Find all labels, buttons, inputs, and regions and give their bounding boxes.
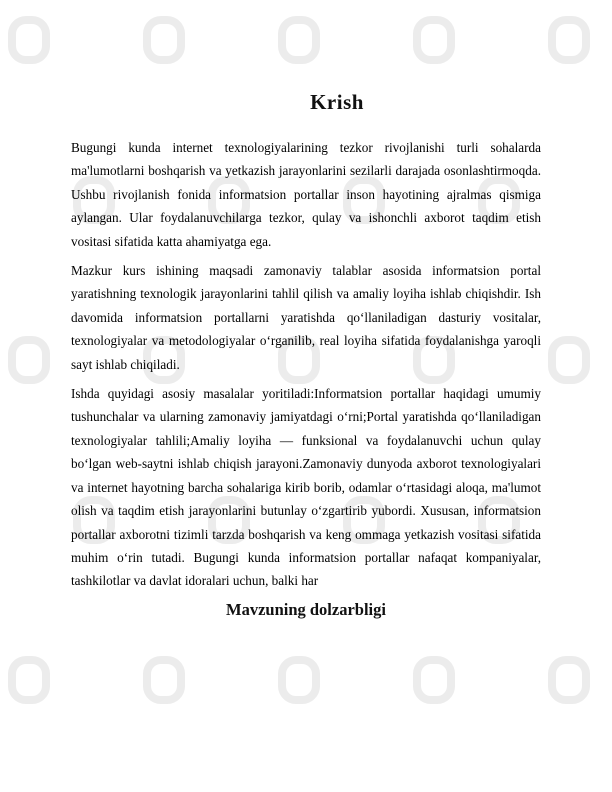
- paragraph-intro: Bugungi kunda internet texnologiyalarining tezkor rivojlanishi turli sohalarda ma'lumotlarni boshqarish va yetkazish jarayonlarini sezilarli darajada osonlashtirmoqda. Ushbu rivojlanish fonida informatsion portallar inson hayotining ajralmas qismiga aylangan. Ular foydalanuvchilarga tezkor, qulay va ishonchli axborot taqdim etish vositasi sifatida katta ahamiyatga ega.: [71, 140, 541, 249]
- watermark-mark: [12, 340, 46, 380]
- watermark-mark: [12, 660, 46, 700]
- document-body: [71, 88, 541, 634]
- watermark-mark: [417, 660, 451, 700]
- watermark-mark: [552, 660, 586, 700]
- watermark-mark: [552, 20, 586, 60]
- watermark-mark: [147, 20, 181, 60]
- paragraph-goal: Mazkur kurs ishining maqsadi zamonaviy talablar asosida informatsion portal yaratishning texnologik jarayonlarini tahlil qilish va amaliy loyiha ishlab chiqishdir. Ish davomida informatsion portallarni yaratishda qo‘llaniladigan dasturiy vositalar, texnologiyalar va metodologiyalar o‘rganilib, real loyiha sifatida foydalanishga yaroqli sayt ishlab chiqiladi.: [71, 263, 541, 372]
- watermark-mark: [147, 660, 181, 700]
- document-title: Krish: [310, 90, 364, 114]
- paragraph-tasks: Ishda quyidagi asosiy masalalar yoritiladi:Informatsion portallar haqidagi umumiy tushunchalar va ularning zamonaviy jamiyatdagi o‘rni;Portal yaratishda qo‘llaniladigan texnologiyalar tahlili;Amaliy loyiha — funksional va foydalanuvchi uchun qulay bo‘lgan web-saytni ishlab chiqish jarayoni.Zamonaviy dunyoda axborot texnologiyalari va internet hayotning barcha sohalariga kirib borib, odamlar o‘rtasidagi aloqa, ma'lumot olish va taqdim etish jarayonlarini butunlay o‘zgartirib yubordi. Xususan, informatsion portallar axborotni tizimli tarzda boshqarish va keng ommaga yetkazish vositasi sifatida muhim o‘rin tutadi. Bugungi kunda informatsion portallar nafaqat kompaniyalar, tashkilotlar va davlat idoralari uchun, balki har: [71, 386, 541, 589]
- watermark-mark: [282, 660, 316, 700]
- watermark-mark: [282, 20, 316, 60]
- watermark-mark: [552, 340, 586, 380]
- watermark-mark: [417, 20, 451, 60]
- watermark-mark: [12, 20, 46, 60]
- section-heading: Mavzuning dolzarbligi: [226, 599, 386, 619]
